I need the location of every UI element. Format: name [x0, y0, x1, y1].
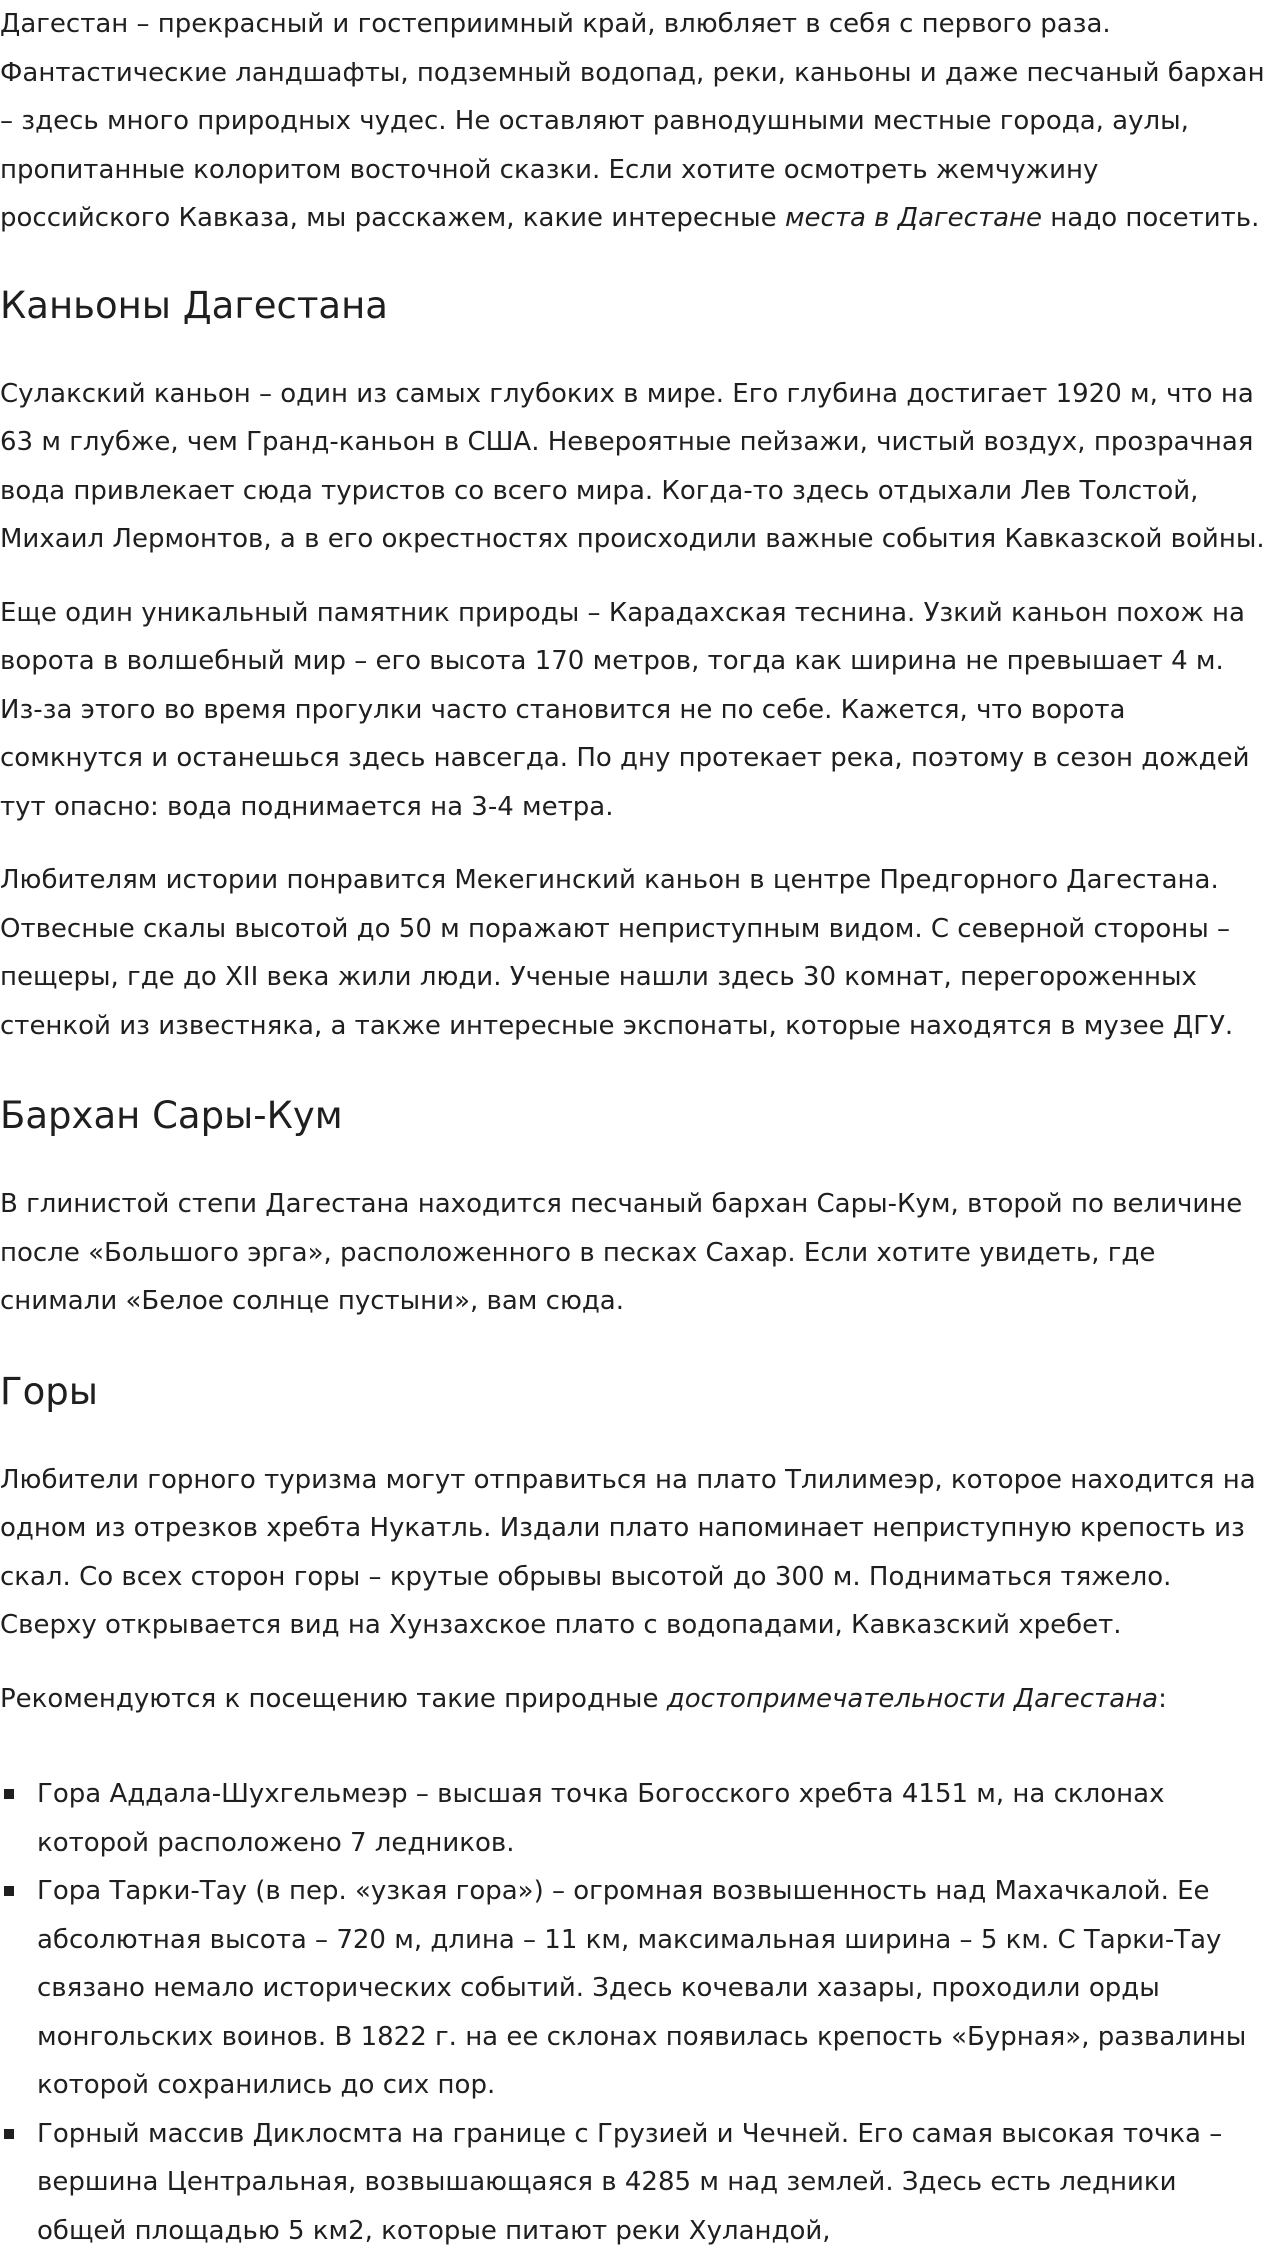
list-item-text: Гора Тарки-Тау (в пер. «узкая гора») – огромная возвышенность над Махачкалой. Ее абсолютная высота – 720 м, длина – 11 км, максимальная ширина – 5 км. С Тарки-Тау связано немало исторических событий. Здесь кочевали хазары, проходили орды монгольских воинов. В 1822 г. на ее склонах появилась крепость «Бурная», развалины которой сохранились до сих пор.: [37, 1876, 1246, 2100]
list-item-text: Гора Аддала-Шухгельмеэр – высшая точка Богосского хребта 4151 м, на склонах которой расположено 7 ледников.: [37, 1779, 1164, 1858]
recommend-text-end: :: [1158, 1684, 1167, 1714]
square-bullet-icon: [4, 1886, 14, 1896]
canyons-paragraph-sulak: Сулакский каньон – один из самых глубоких в мире. Его глубина достигает 1920 м, что на 63 м глубже, чем Гранд-каньон в США. Невероятные пейзажи, чистый воздух, прозрачная вода привлекает сюда туристов со всего мира. Когда-то здесь отдыхали Лев Толстой, Михаил Лермонтов, а в его окрестностях происходили важные события Кавказской войны.: [0, 370, 1270, 564]
square-bullet-icon: [4, 1789, 14, 1799]
canyons-paragraph-karadakh: Еще один уникальный памятник природы – Карадахская теснина. Узкий каньон похож на ворота в волшебный мир – его высота 170 метров, тогда как ширина не превышает 4 м. Из-за этого во время прогулки часто становится не по себе. Кажется, что ворота сомкнутся и останешься здесь навсегда. По дну протекает река, поэтому в сезон дождей тут опасно: вода поднимается на 3-4 метра.: [0, 589, 1270, 832]
heading-barkhan: Бархан Сары-Кум: [0, 1092, 1270, 1140]
mountains-list: [0, 1770, 1270, 2255]
canyons-paragraph-mekegi: Любителям истории понравится Мекегинский каньон в центре Предгорного Дагестана. Отвесные скалы высотой до 50 м поражают неприступным видом. С северной стороны – пещеры, где до XII века жили люди. Ученые нашли здесь 30 комнат, перегороженных стенкой из известняка, а также интересные экспонаты, которые находятся в музее ДГУ.: [0, 856, 1270, 1050]
list-item: [0, 1770, 1270, 1867]
intro-text: Дагестан – прекрасный и гостеприимный край, влюбляет в себя с первого раза. Фантастические ландшафты, подземный водопад, реки, каньоны и даже песчаный бархан – здесь много природных чудес. Не оставляют равнодушными местные города, аулы, пропитанные колоритом восточной сказки. Если хотите осмотреть жемчужину российского Кавказа, мы расскажем, какие интересные: [0, 9, 1265, 233]
intro-paragraph: [0, 0, 1270, 243]
recommend-paragraph: [0, 1675, 1270, 1724]
barkhan-paragraph: В глинистой степи Дагестана находится песчаный бархан Сары-Кум, второй по величине после «Большого эрга», расположенного в песках Сахар. Если хотите увидеть, где снимали «Белое солнце пустыни», вам сюда.: [0, 1180, 1270, 1326]
mountains-paragraph: Любители горного туризма могут отправиться на плато Тлилимеэр, которое находится на одном из отрезков хребта Нукатль. Издали плато напоминает неприступную крепость из скал. Со всех сторон горы – крутые обрывы высотой до 300 м. Подниматься тяжело. Сверху открывается вид на Хунзахское плато с водопадами, Кавказский хребет.: [0, 1456, 1270, 1650]
list-item: [0, 1867, 1270, 2110]
square-bullet-icon: [4, 2129, 14, 2139]
intro-text-end: надо посетить.: [1042, 203, 1259, 233]
recommend-emphasis: достопримечательности Дагестана: [667, 1684, 1158, 1714]
intro-emphasis: места в Дагестане: [785, 203, 1042, 233]
heading-mountains: Горы: [0, 1368, 1270, 1416]
list-item-text: Горный массив Диклосмта на границе с Грузией и Чечней. Его самая высокая точка – вершина Центральная, возвышающаяся в 4285 м над землей. Здесь есть ледники общей площадью 5 км2, которые питают реки Хуландой,: [37, 2119, 1222, 2246]
heading-canyons: Каньоны Дагестана: [0, 282, 1270, 330]
list-item: [0, 2110, 1270, 2255]
recommend-text: Рекомендуются к посещению такие природные: [0, 1684, 667, 1714]
